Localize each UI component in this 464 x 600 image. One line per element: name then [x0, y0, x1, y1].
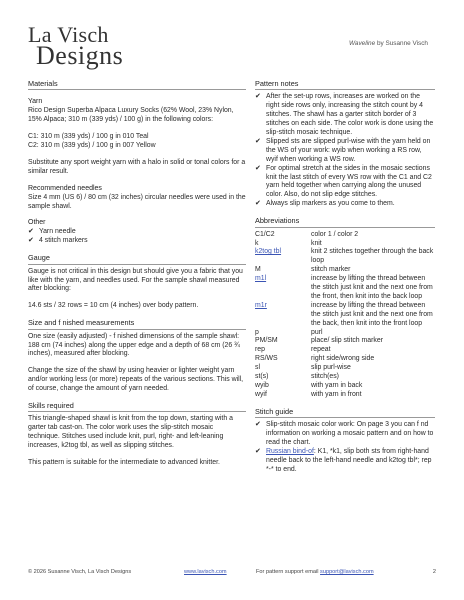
- guide-mosaic-text: Slip-stitch mosaic color work: On page 3 you can f nd information on working a mosaic pattern and on how to read the chart.: [266, 421, 434, 447]
- abbreviation-row: [255, 391, 435, 400]
- abbreviation-definition: stitch(es): [311, 373, 339, 381]
- abbreviation-term: C1/C2: [255, 230, 275, 238]
- page-number: 2: [432, 569, 436, 575]
- abbreviations-heading: Abbreviations: [255, 217, 435, 227]
- yarn-color-1: C1: 310 m (339 yds) / 100 g in 010 Teal: [28, 133, 149, 141]
- guide-item: [255, 421, 435, 448]
- footer-copyright: © 2026 Susanne Visch, La Visch Designs: [28, 569, 132, 575]
- note-text: Slipped sts are slipped purl-wise with the yarn held on the WS of your work: wyib when working a RS row, wyif when working a WS row.: [266, 137, 431, 163]
- other-item-label: 4 stitch markers: [39, 237, 88, 245]
- guide-item: [255, 448, 435, 475]
- abbreviation-term: p: [255, 328, 259, 336]
- check-icon: ✔: [255, 447, 261, 455]
- abbreviation-definition: right side/wrong side: [311, 355, 375, 363]
- skills-text: This triangle-shaped shawl is knit from the top down, starting with a garter tab cast-on. The color work uses the slip-stitch mosaic technique. Stitches used include knit, purl, right- and left-leaning increases, k2tog tbl, as well as slipping stitches.: [28, 415, 233, 450]
- check-icon: ✔: [255, 137, 261, 145]
- yarn-section: [28, 98, 246, 176]
- gauge-value: 14.6 sts / 32 rows = 10 cm (4 inches) over body pattern.: [28, 302, 199, 310]
- note-text: Always slip markers as you come to them.: [266, 200, 395, 208]
- materials-section: [28, 80, 246, 90]
- yarn-substitute: Substitute any sport weight yarn with a halo in solid or tonal colors for a similar result.: [28, 158, 246, 175]
- abbreviation-row: [255, 248, 435, 266]
- note-item: [255, 138, 435, 165]
- skills-heading: Skills required: [28, 402, 246, 412]
- note-item: [255, 165, 435, 201]
- abbreviation-definition: repeat: [311, 346, 331, 354]
- check-icon: ✔: [255, 200, 261, 208]
- check-icon: ✔: [28, 237, 34, 245]
- logo-line-2: Designs: [36, 41, 124, 70]
- pattern-notes-heading: Pattern notes: [255, 80, 435, 90]
- other-item-label: Yarn needle: [39, 228, 76, 236]
- size-text-2: Change the size of the shawl by using heavier or lighter weight yarn and/or working less (or more) repeats of the various sections. This will, of course, change the amount of yarn needed.: [28, 367, 244, 393]
- needles-heading: Recommended needles: [28, 184, 102, 192]
- yarn-heading: Yarn: [28, 98, 43, 106]
- abbreviation-definition: place/ slip stitch marker: [311, 337, 383, 345]
- abbreviation-definition: slip purl-wise: [311, 364, 351, 372]
- other-item: [28, 228, 246, 237]
- russian-bind-off-link[interactable]: Russian bind-of: [266, 447, 314, 455]
- left-column: [28, 80, 246, 476]
- abbreviation-definition: knit: [311, 239, 322, 247]
- pattern-notes-section: [255, 80, 435, 209]
- abbreviation-term[interactable]: m1l: [255, 275, 267, 283]
- abbreviation-term[interactable]: k2tog tbl: [255, 248, 282, 256]
- yarn-color-2: C2: 310 m (339 yds) / 100 g in 007 Yellow: [28, 142, 156, 150]
- pattern-byline: by Susanne Visch: [375, 40, 428, 47]
- abbreviation-term: sl: [255, 364, 260, 372]
- other-heading: Other: [28, 219, 46, 227]
- needles-section: [28, 185, 246, 212]
- pattern-title: Waveline: [349, 40, 376, 47]
- abbreviation-row: [255, 302, 435, 329]
- abbreviation-row: [255, 364, 435, 373]
- brand-logo: [28, 22, 138, 68]
- materials-heading: Materials: [28, 80, 246, 90]
- abbreviation-definition: color 1 / color 2: [311, 230, 359, 238]
- check-icon: ✔: [255, 421, 261, 429]
- right-column: [255, 80, 435, 483]
- gauge-heading: Gauge: [28, 254, 246, 264]
- abbreviation-row: [255, 240, 435, 249]
- size-heading: Size and f nished measurements: [28, 319, 246, 329]
- abbreviation-term: wyib: [255, 382, 269, 389]
- size-section: [28, 319, 246, 394]
- gauge-text: Gauge is not critical in this design but should give you a fabric that you like with the yarn, and needles used. For the sample shawl measured after blocking:: [28, 267, 243, 293]
- abbreviation-definition: knit 2 stitches together through the back loop: [311, 248, 434, 265]
- footer-support: [256, 569, 374, 575]
- abbreviation-row: [255, 337, 435, 346]
- note-item: [255, 200, 435, 209]
- note-item: [255, 93, 435, 138]
- abbreviation-term: k: [255, 239, 259, 247]
- abbreviation-term: M: [255, 266, 261, 274]
- abbreviation-term: rep: [255, 346, 265, 354]
- stitch-guide-heading: Stitch guide: [255, 408, 435, 418]
- note-text: For optimal stretch at the sides in the mosaic sections knit the last stitch of every WS row with the C1 and C2 yarn held together when carrying along the unused color. Also, do not slip edge stitches.: [266, 164, 432, 199]
- yarn-description: Rico Design Superba Alpaca Luxury Socks (62% Wool, 23% Nylon, 15% Alpaca; 310 m (339 yds) / 100 g) in the following colors:: [28, 107, 234, 124]
- logo-line-1: La Visch: [28, 22, 109, 47]
- abbreviation-row: [255, 275, 435, 302]
- abbreviation-definition: with yarn in front: [311, 390, 362, 398]
- russian-bind-off-instructions: : K1, *k1, slip both sts from right-hand needle back to the left-hand needle and k2tog tbl*; rep *-* to end.: [266, 447, 432, 473]
- abbreviation-row: [255, 329, 435, 338]
- abbreviations-list: [255, 231, 435, 400]
- abbreviation-term: RS/WS: [255, 355, 278, 363]
- check-icon: ✔: [255, 164, 261, 172]
- abbreviation-row: [255, 382, 435, 391]
- abbreviation-definition: increase by lifting the thread between the stitch just knit and the next one from the back, then knit into the front loop: [311, 301, 433, 327]
- abbreviation-row: [255, 266, 435, 275]
- check-icon: ✔: [28, 228, 34, 236]
- abbreviation-row: [255, 355, 435, 364]
- note-text: After the set-up rows, increases are worked on the right side rows only, increasing the stitch count by 4 stitches. The shawl has a garter stitch border of 3 stitches on each side. The color work is done using the slip-stitch mosaic technique.: [266, 93, 434, 137]
- abbreviation-definition: increase by lifting the thread between the stitch just knit and the next one from the front, then knit into the back loop: [311, 275, 433, 300]
- abbreviation-definition: stitch marker: [311, 266, 351, 274]
- check-icon: ✔: [255, 93, 261, 101]
- guide-russian-text: [266, 448, 435, 475]
- footer-support-email-link[interactable]: support@lavisch.com: [320, 569, 374, 575]
- other-section: [28, 219, 246, 246]
- other-item: [28, 237, 246, 246]
- skills-text-2: This pattern is suitable for the intermediate to advanced knitter.: [28, 459, 220, 467]
- abbreviation-term: st(s): [255, 373, 269, 381]
- needles-text: Size 4 mm (US 6) / 80 cm (32 inches) circular needles were used in the sample shawl.: [28, 193, 246, 210]
- abbreviation-term[interactable]: m1r: [255, 301, 267, 309]
- abbreviations-section: [255, 217, 435, 400]
- abbreviation-term: PM/SM: [255, 337, 278, 345]
- gauge-section: [28, 254, 246, 311]
- pattern-header: [349, 40, 428, 47]
- size-text: One size (easily adjusted) - f nished dimensions of the sample shawl: 188 cm (74 inches) along the upper edge and a depth of 68 cm (26 ¾ inches), measured after blocking.: [28, 332, 240, 358]
- abbreviation-row: [255, 346, 435, 355]
- stitch-guide-section: [255, 408, 435, 475]
- footer-website-link[interactable]: www.lavisch.com: [184, 569, 227, 575]
- abbreviation-term: wyif: [255, 390, 267, 398]
- abbreviation-definition: purl: [311, 328, 323, 336]
- footer-support-prefix: For pattern support email: [256, 569, 321, 575]
- abbreviation-row: [255, 231, 435, 240]
- abbreviation-definition: with yarn in back: [311, 382, 363, 389]
- abbreviation-row: [255, 373, 435, 382]
- skills-section: [28, 402, 246, 468]
